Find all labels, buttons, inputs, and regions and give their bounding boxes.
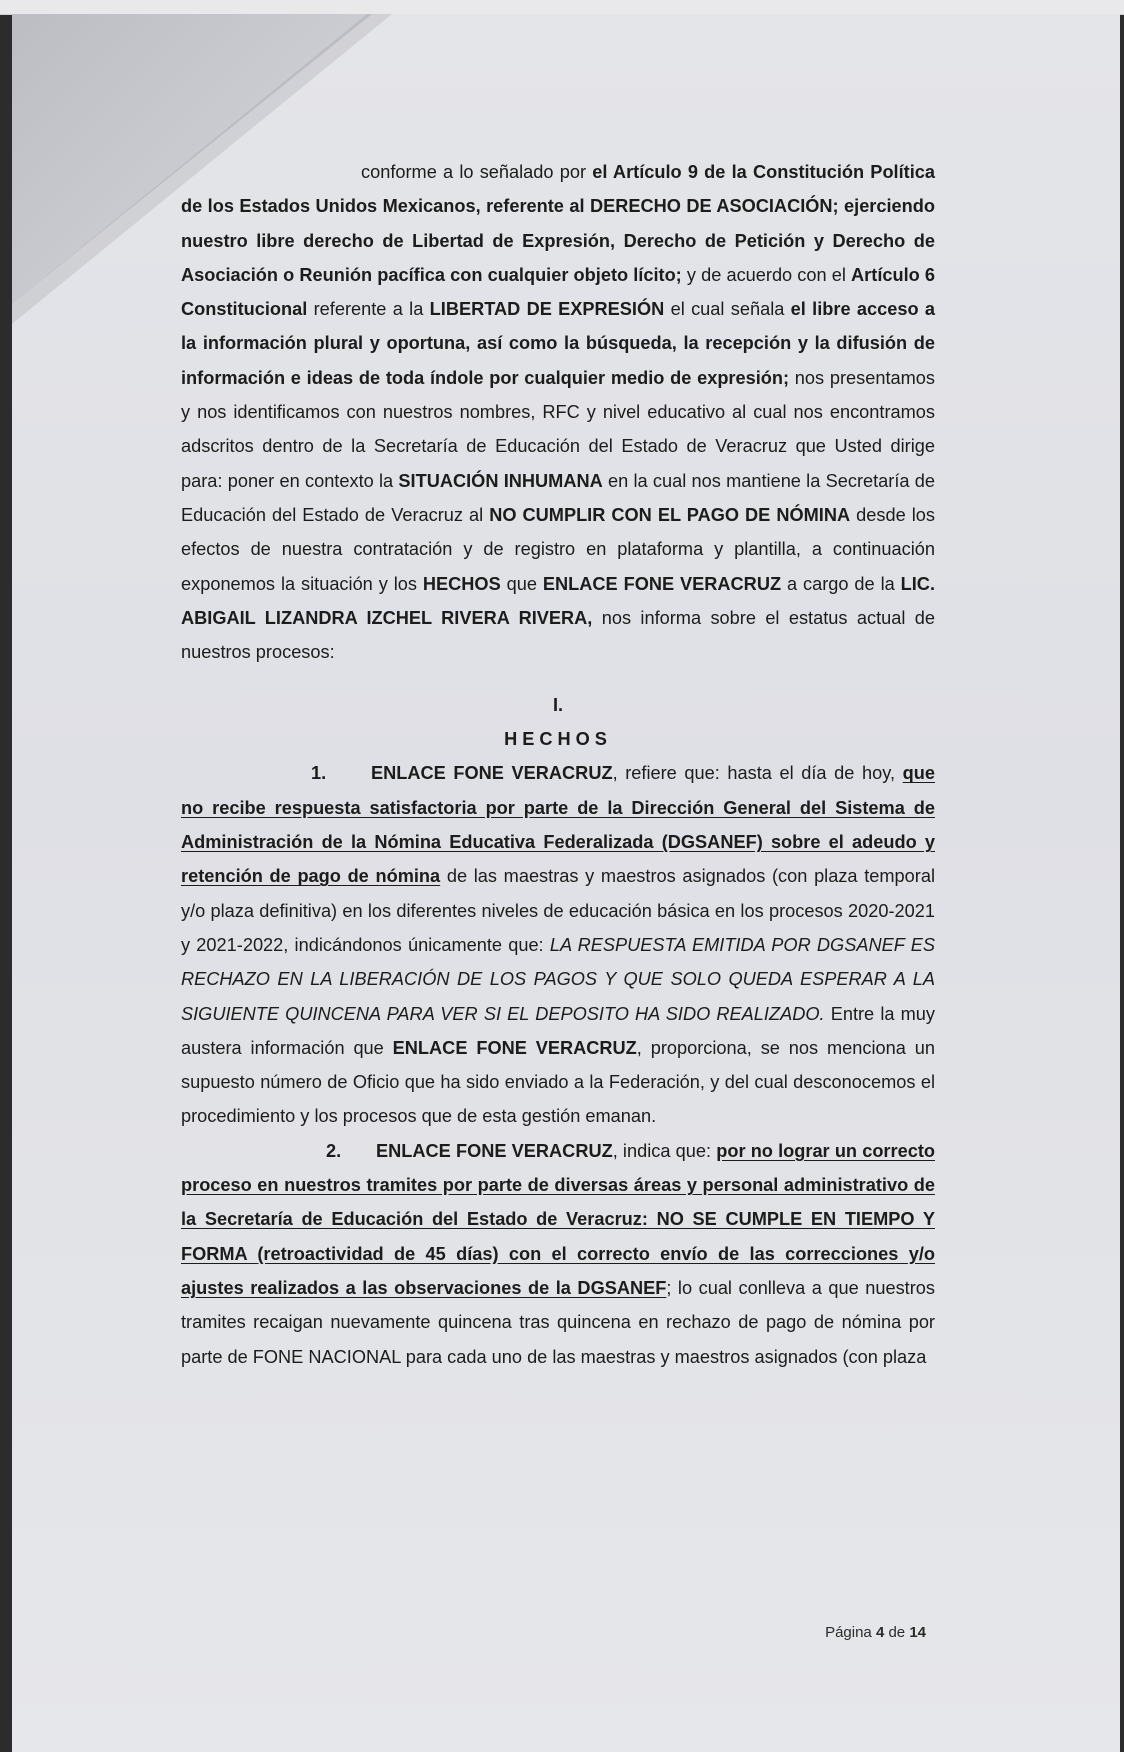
text-run: de las maestras y maestros asignados (con plaza temporal y/o plaza definitiva) en los diferentes niveles de educación básica en los procesos 2020-2021 y 2021-2022, indicándonos únicamente que: [181, 866, 935, 955]
text-run: a cargo de la [781, 573, 901, 594]
page-footer [825, 1624, 926, 1641]
bold-run: HECHOS [422, 573, 501, 594]
bold-run: ENLACE FONE VERACRUZ [392, 1037, 637, 1058]
footer-separator: de [884, 1624, 910, 1641]
bold-run: LIC. ABIGAIL LIZANDRA IZCHEL RIVERA RIVERA, [181, 573, 935, 628]
text-run: y de acuerdo con el [681, 264, 852, 285]
text-run: Entre la muy austera información que [181, 1003, 935, 1058]
section-heading [181, 689, 935, 756]
text-run: , proporciona, se nos menciona un supuesto número de Oficio que ha sido enviado a la Federación, y del cual desconocemos el procedimiento y los procesos que de esta gestión emanan. [181, 1037, 935, 1127]
text-run: el cual señala [664, 299, 791, 320]
text-run: conforme a lo señalado por [361, 162, 593, 182]
bold-run: ENLACE FONE VERACRUZ [542, 573, 782, 594]
bold-run: ENLACE FONE VERACRUZ [376, 1140, 613, 1161]
text-run: referente a la [307, 299, 430, 320]
underlined-run: por no lograr un correcto proceso en nuestros tramites por parte de diversas áreas y personal administrativo de la Secretaría de Educación del Estado de Veracruz: NO SE CUMPLE EN TIEMPO Y FORMA (retroactividad de 45 días) con el correcto envío de las correcciones y/o ajustes realizados a las observaciones de la DGSANEF [181, 1140, 935, 1298]
text-run: , indica que: [612, 1140, 717, 1161]
bold-run: Artículo 6 Constitucional [181, 264, 935, 320]
text-run: que [500, 573, 543, 594]
item-number: 2. [326, 1140, 342, 1161]
text-run: desde los efectos de nuestra contratación y de registro en plataforma y plantilla, a continuación exponemos la situación y los [181, 504, 935, 594]
viewer-top-bar [0, 0, 1124, 15]
section-title: HECHOS [504, 729, 612, 750]
bold-run: NO CUMPLIR CON EL PAGO DE NÓMINA [489, 504, 851, 525]
bold-run: el Artículo 9 de la Constitución Política de los Estados Unidos Mexicanos, referente al DERECHO DE ASOCIACIÓN; ejerciendo nuestro libre derecho de Libertad de Expresión, Derecho de Petición y Derecho de Asociación o Reunión pacífica con cualquier objeto lícito; [181, 162, 935, 285]
text-run: ; lo cual conlleva a que nuestros tramites recaigan nuevamente quincena tras quincena en rechazo de pago de nómina por parte de FONE NACIONAL para cada uno de las maestras y maestros asignados (con plaza [181, 1277, 935, 1367]
bold-run: el libre acceso a la información plural y oportuna, así como la búsqueda, la recepción y la difusión de información e ideas de toda índole por cualquier medio de expresión; [181, 299, 936, 388]
footer-total-pages: 14 [909, 1624, 926, 1641]
item-number: 1. [311, 763, 327, 784]
text-run: nos presentamos y nos identificamos con nuestros nombres, RFC y nivel educativo al cual nos encontramos adscritos dentro de la Secretaría de Educación del Estado de Veracruz que Usted dirige para: poner en contexto la [181, 367, 935, 491]
text-run: en la cual nos mantiene la Secretaría de Educación del Estado de Veracruz al [181, 470, 935, 525]
fact-item-1 [181, 756, 935, 1133]
fact-item-2 [181, 1134, 935, 1374]
text-run: , refiere que: hasta el día de hoy, [612, 763, 903, 784]
footer-current-page: 4 [875, 1624, 885, 1641]
bold-run: SITUACIÓN INHUMANA [398, 470, 603, 491]
underlined-run: que no recibe respuesta satisfactoria por parte de la Dirección General del Sistema de Administración de la Nómina Educativa Federalizada (DGSANEF) sobre el adeudo y retención de pago de nómina [181, 763, 935, 887]
text-run: nos informa sobre el estatus actual de nuestros procesos: [181, 607, 935, 663]
section-number: I. [552, 695, 564, 716]
italic-run: LA RESPUESTA EMITIDA POR DGSANEF ES RECHAZO EN LA LIBERACIÓN DE LOS PAGOS Y QUE SOLO QUEDA ESPERAR A LA SIGUIENTE QUINCENA PARA VER SI EL DEPOSITO HA SIDO REALIZADO. [181, 934, 935, 1024]
bold-run: LIBERTAD DE EXPRESIÓN [429, 299, 665, 320]
document-body [181, 155, 935, 1374]
footer-label: Página [825, 1624, 876, 1641]
bold-run: ENLACE FONE VERACRUZ [371, 763, 613, 784]
intro-paragraph [181, 155, 935, 669]
